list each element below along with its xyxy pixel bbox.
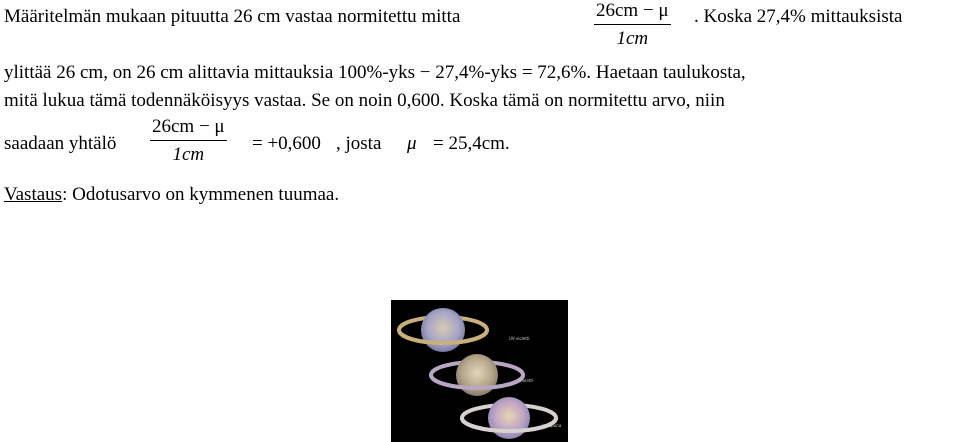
paragraph-line-3: mitä lukua tämä todennäköisyys vastaa. Se on noin 0,600. Koska tämä on normitettu arvo, niin [4, 90, 725, 111]
fraction-1-bar [594, 24, 671, 25]
fraction-1 [594, 0, 671, 50]
fraction-2-denominator: 1cm [172, 144, 205, 165]
line1-text-before: Määritelmän mukaan pituutta 26 cm vastaa normitettu mitta [4, 6, 461, 27]
fraction-2-numerator: 26cm − μ [152, 116, 225, 137]
caption-2: Violetti [519, 378, 534, 383]
line1-text-after: . Koska 27,4% mittauksista [694, 6, 903, 27]
equation-value: = +0,600 [252, 133, 321, 154]
paragraph-line-1 [4, 6, 460, 28]
fraction-1-numerator: 26cm − μ [596, 0, 669, 21]
fraction-1-denominator: 1cm [616, 28, 649, 49]
answer-label: Vastaus [4, 184, 63, 205]
saturn-images-icon [391, 300, 568, 442]
caption-1: UV-violetti [509, 336, 530, 341]
equation-result: = 25,4cm. [433, 133, 510, 154]
equation-josta: , josta [336, 133, 382, 154]
saturn-3 [462, 397, 556, 439]
saturn-1 [399, 308, 487, 352]
equation-line-lead: saadaan yhtälö [4, 133, 117, 154]
answer-line [4, 184, 339, 206]
fraction-2 [150, 116, 227, 166]
fraction-2-bar [150, 140, 227, 141]
equation-mu: μ [407, 133, 417, 154]
answer-text: : Odotusarvo on kymmenen tuumaa. [62, 184, 340, 205]
caption-3: Infrapuna [542, 423, 562, 428]
saturn-2 [431, 354, 523, 396]
paragraph-line-2: ylittää 26 cm, on 26 cm alittavia mittauksia 100%-yks − 27,4%-yks = 72,6%. Haetaan taulukosta, [4, 62, 746, 83]
